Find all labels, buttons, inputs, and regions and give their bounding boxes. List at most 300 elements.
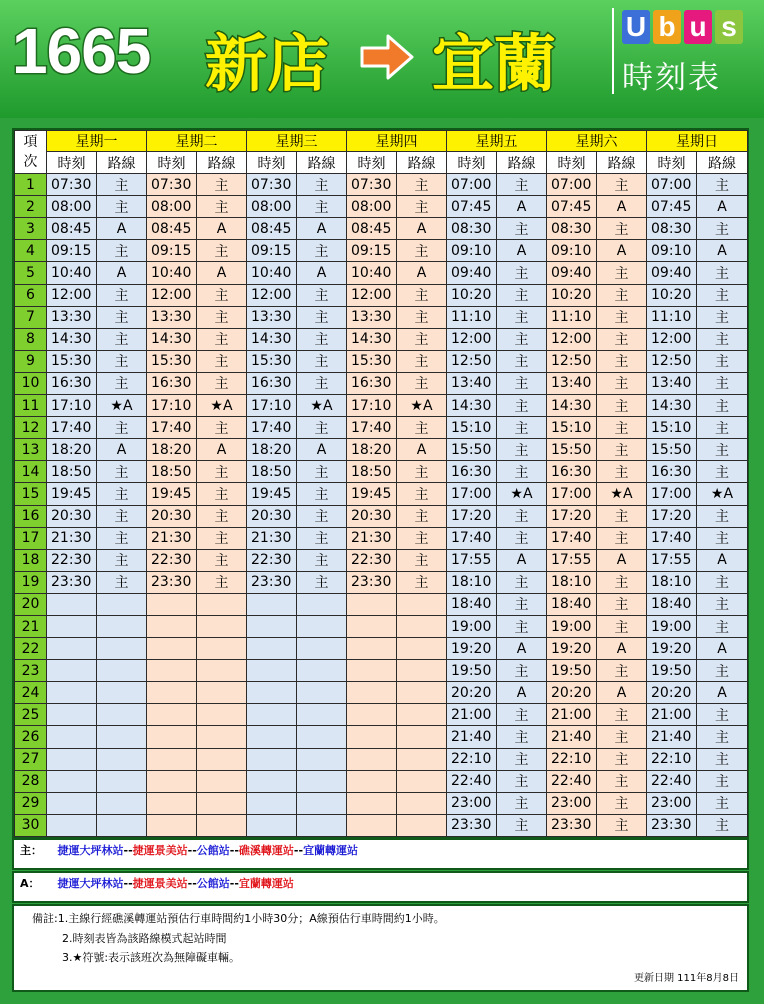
departure-time: 14:30 [347,328,397,350]
route-code: 主 [497,593,547,615]
departure-time: 16:30 [47,372,97,394]
route-code: 主 [597,350,647,372]
departure-time: 17:55 [547,549,597,571]
departure-time: 17:40 [547,527,597,549]
route-code [197,704,247,726]
stop-name: 宜蘭轉運站 [238,877,294,890]
route-code: A [697,638,748,660]
route-code: 主 [397,417,447,439]
route-code: 主 [297,350,347,372]
route-code [197,726,247,748]
departure-time: 20:30 [347,505,397,527]
route-code: 主 [597,328,647,350]
route-code: 主 [197,527,247,549]
row-index: 18 [15,549,47,571]
route-code: 主 [597,615,647,637]
departure-time: 22:40 [447,770,497,792]
route-code: 主 [597,770,647,792]
departure-time: 13:30 [147,306,197,328]
table-row [15,240,748,262]
route-code: A [497,549,547,571]
time-column-header: 時刻 [47,152,97,174]
route-code: 主 [597,372,647,394]
table-row [15,439,748,461]
route-code: ★A [297,395,347,417]
departure-time: 22:10 [447,748,497,770]
route-code: 主 [697,372,748,394]
route-code: A [97,218,147,240]
route-code: 主 [697,792,748,814]
departure-time: 14:30 [447,395,497,417]
route-a-description [12,871,749,903]
route-code: 主 [97,174,147,196]
table-row [15,350,748,372]
departure-time [247,660,297,682]
route-column-header: 路線 [397,152,447,174]
departure-time: 12:00 [647,328,697,350]
route-code: A [597,240,647,262]
row-index: 6 [15,284,47,306]
departure-time: 08:00 [247,196,297,218]
departure-time [347,792,397,814]
departure-time: 18:10 [647,571,697,593]
departure-time: 19:00 [547,615,597,637]
departure-time: 13:30 [47,306,97,328]
route-code: A [397,439,447,461]
departure-time: 19:20 [447,638,497,660]
table-row [15,174,748,196]
table-row [15,770,748,792]
route-code: 主 [497,660,547,682]
departure-time: 08:00 [47,196,97,218]
route-code: 主 [497,461,547,483]
stop-separator: -- [229,877,239,890]
departure-time [247,704,297,726]
route-code: 主 [197,417,247,439]
route-code: A [697,196,748,218]
table-row [15,196,748,218]
route-code [97,814,147,836]
ubus-logo-letters [622,10,743,44]
row-index: 11 [15,395,47,417]
route-code [297,770,347,792]
departure-time [147,638,197,660]
departure-time: 13:30 [347,306,397,328]
departure-time [147,726,197,748]
row-index: 29 [15,792,47,814]
route-code [297,593,347,615]
departure-time: 23:00 [647,792,697,814]
route-code: 主 [97,240,147,262]
departure-time: 17:00 [647,483,697,505]
departure-time [247,638,297,660]
route-code: A [697,682,748,704]
route-main-description [12,838,749,870]
stop-separator: -- [187,877,197,890]
route-code: 主 [97,571,147,593]
time-column-header: 時刻 [547,152,597,174]
departure-time: 14:30 [47,328,97,350]
stop-name: 捷運景美站 [132,844,188,857]
timetable [14,130,748,837]
route-code: 主 [197,350,247,372]
table-row [15,306,748,328]
route-code [297,682,347,704]
index-header: 項 次 [15,131,47,174]
route-code: 主 [597,284,647,306]
departure-time: 13:40 [447,372,497,394]
route-code: 主 [497,571,547,593]
departure-time: 19:45 [247,483,297,505]
departure-time: 07:45 [447,196,497,218]
route-code: 主 [97,527,147,549]
route-code: 主 [697,593,748,615]
route-code [297,814,347,836]
arrow-right-icon [358,32,416,82]
logo-letter: u [684,10,712,44]
time-column-header: 時刻 [147,152,197,174]
departure-time: 21:30 [247,527,297,549]
departure-time: 17:40 [447,527,497,549]
route-code: 主 [697,726,748,748]
route-code: A [297,218,347,240]
departure-time: 16:30 [247,372,297,394]
route-code: 主 [697,417,748,439]
departure-time: 12:00 [547,328,597,350]
route-code: 主 [697,174,748,196]
route-code: 主 [497,439,547,461]
departure-time: 12:50 [447,350,497,372]
table-row [15,284,748,306]
route-code: 主 [397,196,447,218]
route-number: 1665 [12,15,151,87]
route-code: A [397,218,447,240]
departure-time: 23:00 [447,792,497,814]
departure-time: 23:30 [647,814,697,836]
route-code: 主 [297,174,347,196]
stop-name: 礁溪轉運站 [238,844,294,857]
row-index: 19 [15,571,47,593]
route-code [397,593,447,615]
route-code: 主 [297,527,347,549]
route-code: 主 [697,660,748,682]
route-code: 主 [197,284,247,306]
note-line-1: 備註:1.主線行經礁溪轉運站預估行車時間約1小時30分；A線預估行車時間約1小時。 [32,912,445,925]
logo-letter: b [653,10,681,44]
departure-time: 07:00 [447,174,497,196]
row-index: 22 [15,638,47,660]
departure-time: 17:20 [547,505,597,527]
departure-time: 15:10 [447,417,497,439]
departure-time: 11:10 [647,306,697,328]
departure-time: 07:30 [347,174,397,196]
route-code: ★A [497,483,547,505]
day-header: 星期一 [47,131,147,152]
note-line-2: 2.時刻表皆為該路線模式起站時間 [62,932,227,945]
row-index: 13 [15,439,47,461]
day-header: 星期二 [147,131,247,152]
departure-time: 12:00 [47,284,97,306]
route-code: 主 [397,549,447,571]
route-code: 主 [97,328,147,350]
departure-time: 17:10 [347,395,397,417]
route-code: 主 [597,704,647,726]
route-code: 主 [297,505,347,527]
route-code [97,726,147,748]
table-row [15,792,748,814]
departure-time: 14:30 [147,328,197,350]
row-index: 2 [15,196,47,218]
route-code: A [597,549,647,571]
departure-time: 23:30 [547,814,597,836]
route-code: A [197,439,247,461]
departure-time: 08:30 [547,218,597,240]
route-code: 主 [597,218,647,240]
departure-time: 12:00 [147,284,197,306]
logo-letter: s [715,10,743,44]
departure-time: 17:40 [147,417,197,439]
departure-time: 08:30 [647,218,697,240]
route-code: 主 [497,284,547,306]
route-code: 主 [397,527,447,549]
row-index: 27 [15,748,47,770]
header-banner [0,0,764,118]
route-code [297,638,347,660]
route-code: 主 [197,461,247,483]
departure-time: 17:40 [647,527,697,549]
departure-time: 10:40 [247,262,297,284]
departure-time [47,615,97,637]
departure-time: 18:40 [647,593,697,615]
route-code: 主 [597,571,647,593]
route-code: 主 [597,174,647,196]
route-code: 主 [597,660,647,682]
route-main-label: 主： [20,844,42,857]
route-code: 主 [697,615,748,637]
row-index: 10 [15,372,47,394]
route-code: 主 [197,240,247,262]
stop-separator: -- [123,877,133,890]
departure-time: 17:00 [547,483,597,505]
route-code [97,770,147,792]
departure-time: 21:30 [147,527,197,549]
departure-time: 14:30 [247,328,297,350]
route-code: 主 [197,306,247,328]
departure-time: 14:30 [647,395,697,417]
route-code [197,660,247,682]
route-code [397,704,447,726]
route-code: 主 [297,240,347,262]
departure-time: 15:10 [547,417,597,439]
departure-time: 18:50 [347,461,397,483]
departure-time [247,726,297,748]
ubus-logo [612,8,758,94]
departure-time [347,704,397,726]
route-code [297,704,347,726]
row-index: 21 [15,615,47,637]
departure-time: 16:30 [147,372,197,394]
route-code: 主 [697,350,748,372]
route-code: 主 [597,748,647,770]
route-code: 主 [697,505,748,527]
departure-time [47,660,97,682]
route-code: 主 [297,328,347,350]
departure-time: 09:10 [547,240,597,262]
table-row [15,395,748,417]
route-code: 主 [697,218,748,240]
departure-time: 11:10 [547,306,597,328]
departure-time: 16:30 [647,461,697,483]
departure-time: 15:30 [347,350,397,372]
row-index: 8 [15,328,47,350]
departure-time: 09:15 [347,240,397,262]
row-index: 26 [15,726,47,748]
departure-time: 20:20 [647,682,697,704]
route-code: 主 [497,770,547,792]
table-row [15,726,748,748]
departure-time [247,792,297,814]
route-code: 主 [497,527,547,549]
route-code: 主 [97,372,147,394]
route-code: 主 [397,174,447,196]
departure-time: 22:30 [47,549,97,571]
time-column-header: 時刻 [447,152,497,174]
stop-name: 捷運大坪林站 [57,844,124,857]
stop-separator: -- [229,844,239,857]
route-code: 主 [397,571,447,593]
departure-time: 13:30 [247,306,297,328]
route-code: A [697,549,748,571]
departure-time: 07:45 [647,196,697,218]
updated-date: 更新日期 111年8月8日 [634,973,739,984]
row-index: 20 [15,593,47,615]
route-code: 主 [497,350,547,372]
departure-time: 07:00 [647,174,697,196]
route-code: 主 [197,483,247,505]
route-code: A [697,240,748,262]
departure-time [147,593,197,615]
route-code [297,748,347,770]
route-code: A [497,682,547,704]
route-code: A [297,439,347,461]
route-code: 主 [397,461,447,483]
departure-time: 21:40 [547,726,597,748]
row-index: 23 [15,660,47,682]
departure-time: 18:50 [147,461,197,483]
departure-time: 18:10 [447,571,497,593]
departure-time [247,682,297,704]
departure-time: 09:15 [147,240,197,262]
table-row [15,461,748,483]
route-code: ★A [397,395,447,417]
route-code: A [497,240,547,262]
route-column-header: 路線 [297,152,347,174]
route-column-header: 路線 [597,152,647,174]
departure-time: 17:10 [147,395,197,417]
departure-time: 21:00 [447,704,497,726]
departure-time: 19:20 [647,638,697,660]
route-code [397,748,447,770]
departure-time [147,748,197,770]
departure-time: 23:30 [47,571,97,593]
route-code: 主 [697,527,748,549]
departure-time: 17:10 [47,395,97,417]
table-row [15,814,748,836]
route-code: 主 [597,505,647,527]
route-code: 主 [497,417,547,439]
route-code: A [497,196,547,218]
route-code [97,660,147,682]
row-index: 4 [15,240,47,262]
route-code: 主 [397,505,447,527]
departure-time: 09:10 [647,240,697,262]
notes-panel [12,904,749,992]
table-row [15,682,748,704]
departure-time: 23:00 [547,792,597,814]
row-index: 3 [15,218,47,240]
route-code: 主 [697,748,748,770]
stop-name: 捷運景美站 [132,877,188,890]
departure-time: 08:45 [247,218,297,240]
table-row [15,483,748,505]
route-code: 主 [97,417,147,439]
departure-time: 17:20 [647,505,697,527]
departure-time: 19:20 [547,638,597,660]
departure-time: 21:40 [447,726,497,748]
route-code [297,792,347,814]
row-index: 9 [15,350,47,372]
route-code: 主 [197,196,247,218]
departure-time: 10:20 [647,284,697,306]
route-code: A [497,638,547,660]
departure-time: 12:00 [247,284,297,306]
departure-time: 18:20 [147,439,197,461]
table-row [15,417,748,439]
route-code [197,814,247,836]
route-code: 主 [397,372,447,394]
route-code: 主 [297,284,347,306]
departure-time: 20:30 [147,505,197,527]
table-row [15,571,748,593]
table-row [15,704,748,726]
origin-name: 新店 [205,27,330,100]
stop-separator: -- [187,844,197,857]
departure-time: 19:00 [647,615,697,637]
departure-time: 07:45 [547,196,597,218]
departure-time: 23:30 [147,571,197,593]
departure-time [47,748,97,770]
route-code: 主 [497,814,547,836]
departure-time: 12:00 [447,328,497,350]
route-code: 主 [497,306,547,328]
departure-time [247,593,297,615]
departure-time: 15:50 [647,439,697,461]
row-index: 24 [15,682,47,704]
route-code: 主 [297,417,347,439]
departure-time: 23:30 [347,571,397,593]
departure-time: 19:00 [447,615,497,637]
departure-time [47,682,97,704]
row-index: 12 [15,417,47,439]
departure-time [347,615,397,637]
departure-time: 08:45 [47,218,97,240]
route-code [397,638,447,660]
route-code [197,770,247,792]
route-code: 主 [597,814,647,836]
route-code: 主 [297,196,347,218]
departure-time: 17:40 [247,417,297,439]
stop-name: 公館站 [196,844,230,857]
